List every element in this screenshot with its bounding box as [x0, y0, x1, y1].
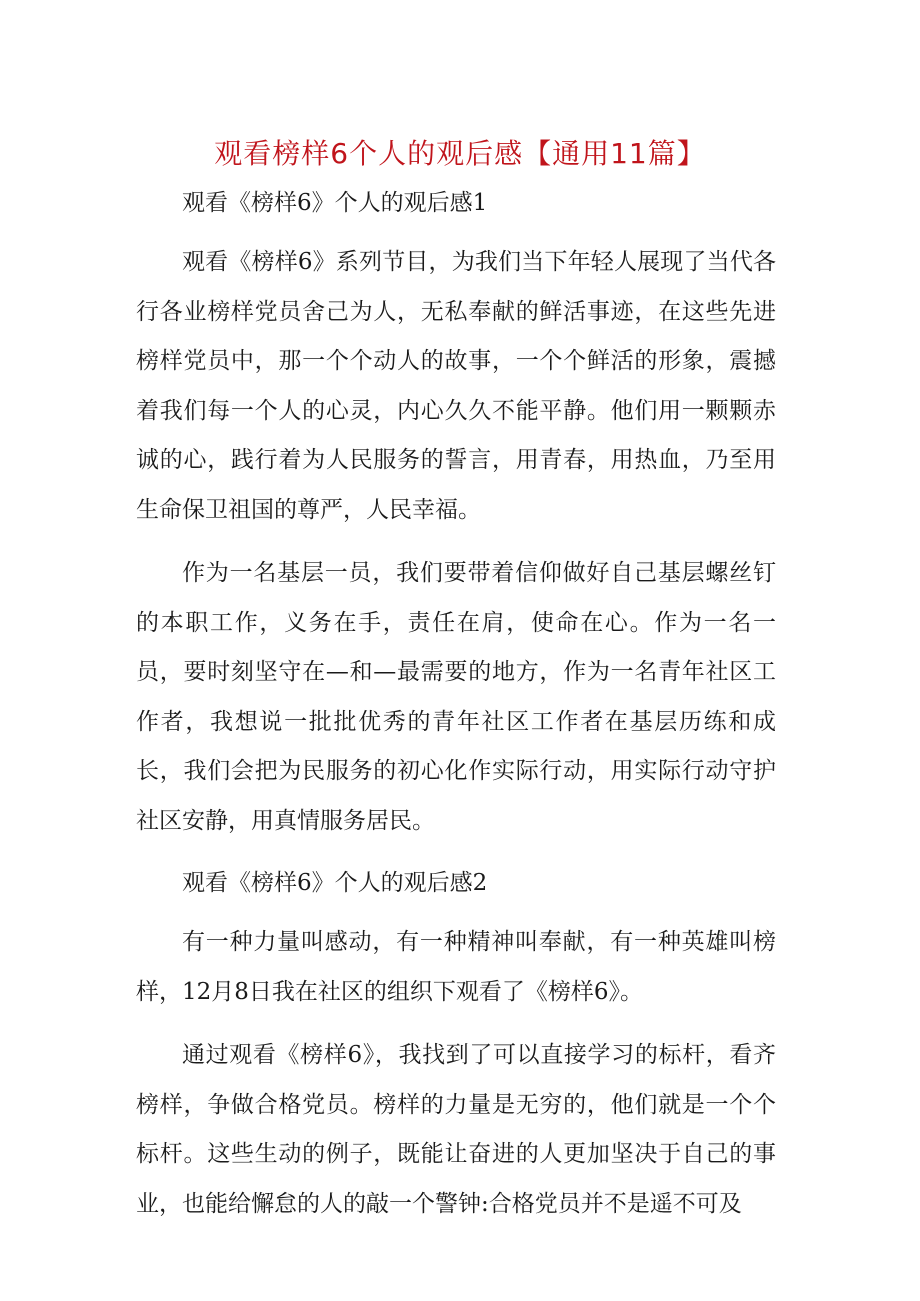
section-heading-2: 观看《榜样6》个人的观后感2: [182, 870, 488, 896]
section-heading-1: 观看《榜样6》个人的观后感1: [182, 190, 488, 216]
document-title: 观看榜样6个人的观后感【通用11篇】: [214, 137, 706, 170]
document-body: [136, 186, 776, 1229]
section-2-paragraph-1: 有一种力量叫感动，有一种精神叫奉献，有一种英雄叫榜样，12月8日我在社区的组织下观看了《榜样6》。: [136, 929, 776, 1005]
section-1-paragraph-2: 作为一名基层一员，我们要带着信仰做好自己基层螺丝钉的本职工作，义务在手，责任在肩，使命在心。作为一名一员，要时刻坚守在—和—最需要的地方，作为一名青年社区工作者，我想说一批批优秀的青年社区工作者在基层历练和成长，我们会把为民服务的初心化作实际行动，用实际行动守护社区安静，用真情服务居民。: [136, 560, 776, 834]
section-1-paragraph-1: 观看《榜样6》系列节目，为我们当下年轻人展现了当代各行各业榜样党员舍己为人，无私奉献的鲜活事迹，在这些先进榜样党员中，那一个个动人的故事，一个个鲜活的形象，震撼着我们每一个人的心灵，内心久久不能平静。他们用一颗颗赤诚的心，践行着为人民服务的誓言，用青春，用热血，乃至用生命保卫祖国的尊严，人民幸福。: [136, 249, 776, 523]
section-2-paragraph-2: 通过观看《榜样6》，我找到了可以直接学习的标杆，看齐榜样，争做合格党员。榜样的力量是无穷的，他们就是一个个标杆。这些生动的例子，既能让奋进的人更加坚决于自己的事业，也能给懈怠的人的敲一个警钟:合格党员并不是遥不可及: [136, 1042, 776, 1217]
